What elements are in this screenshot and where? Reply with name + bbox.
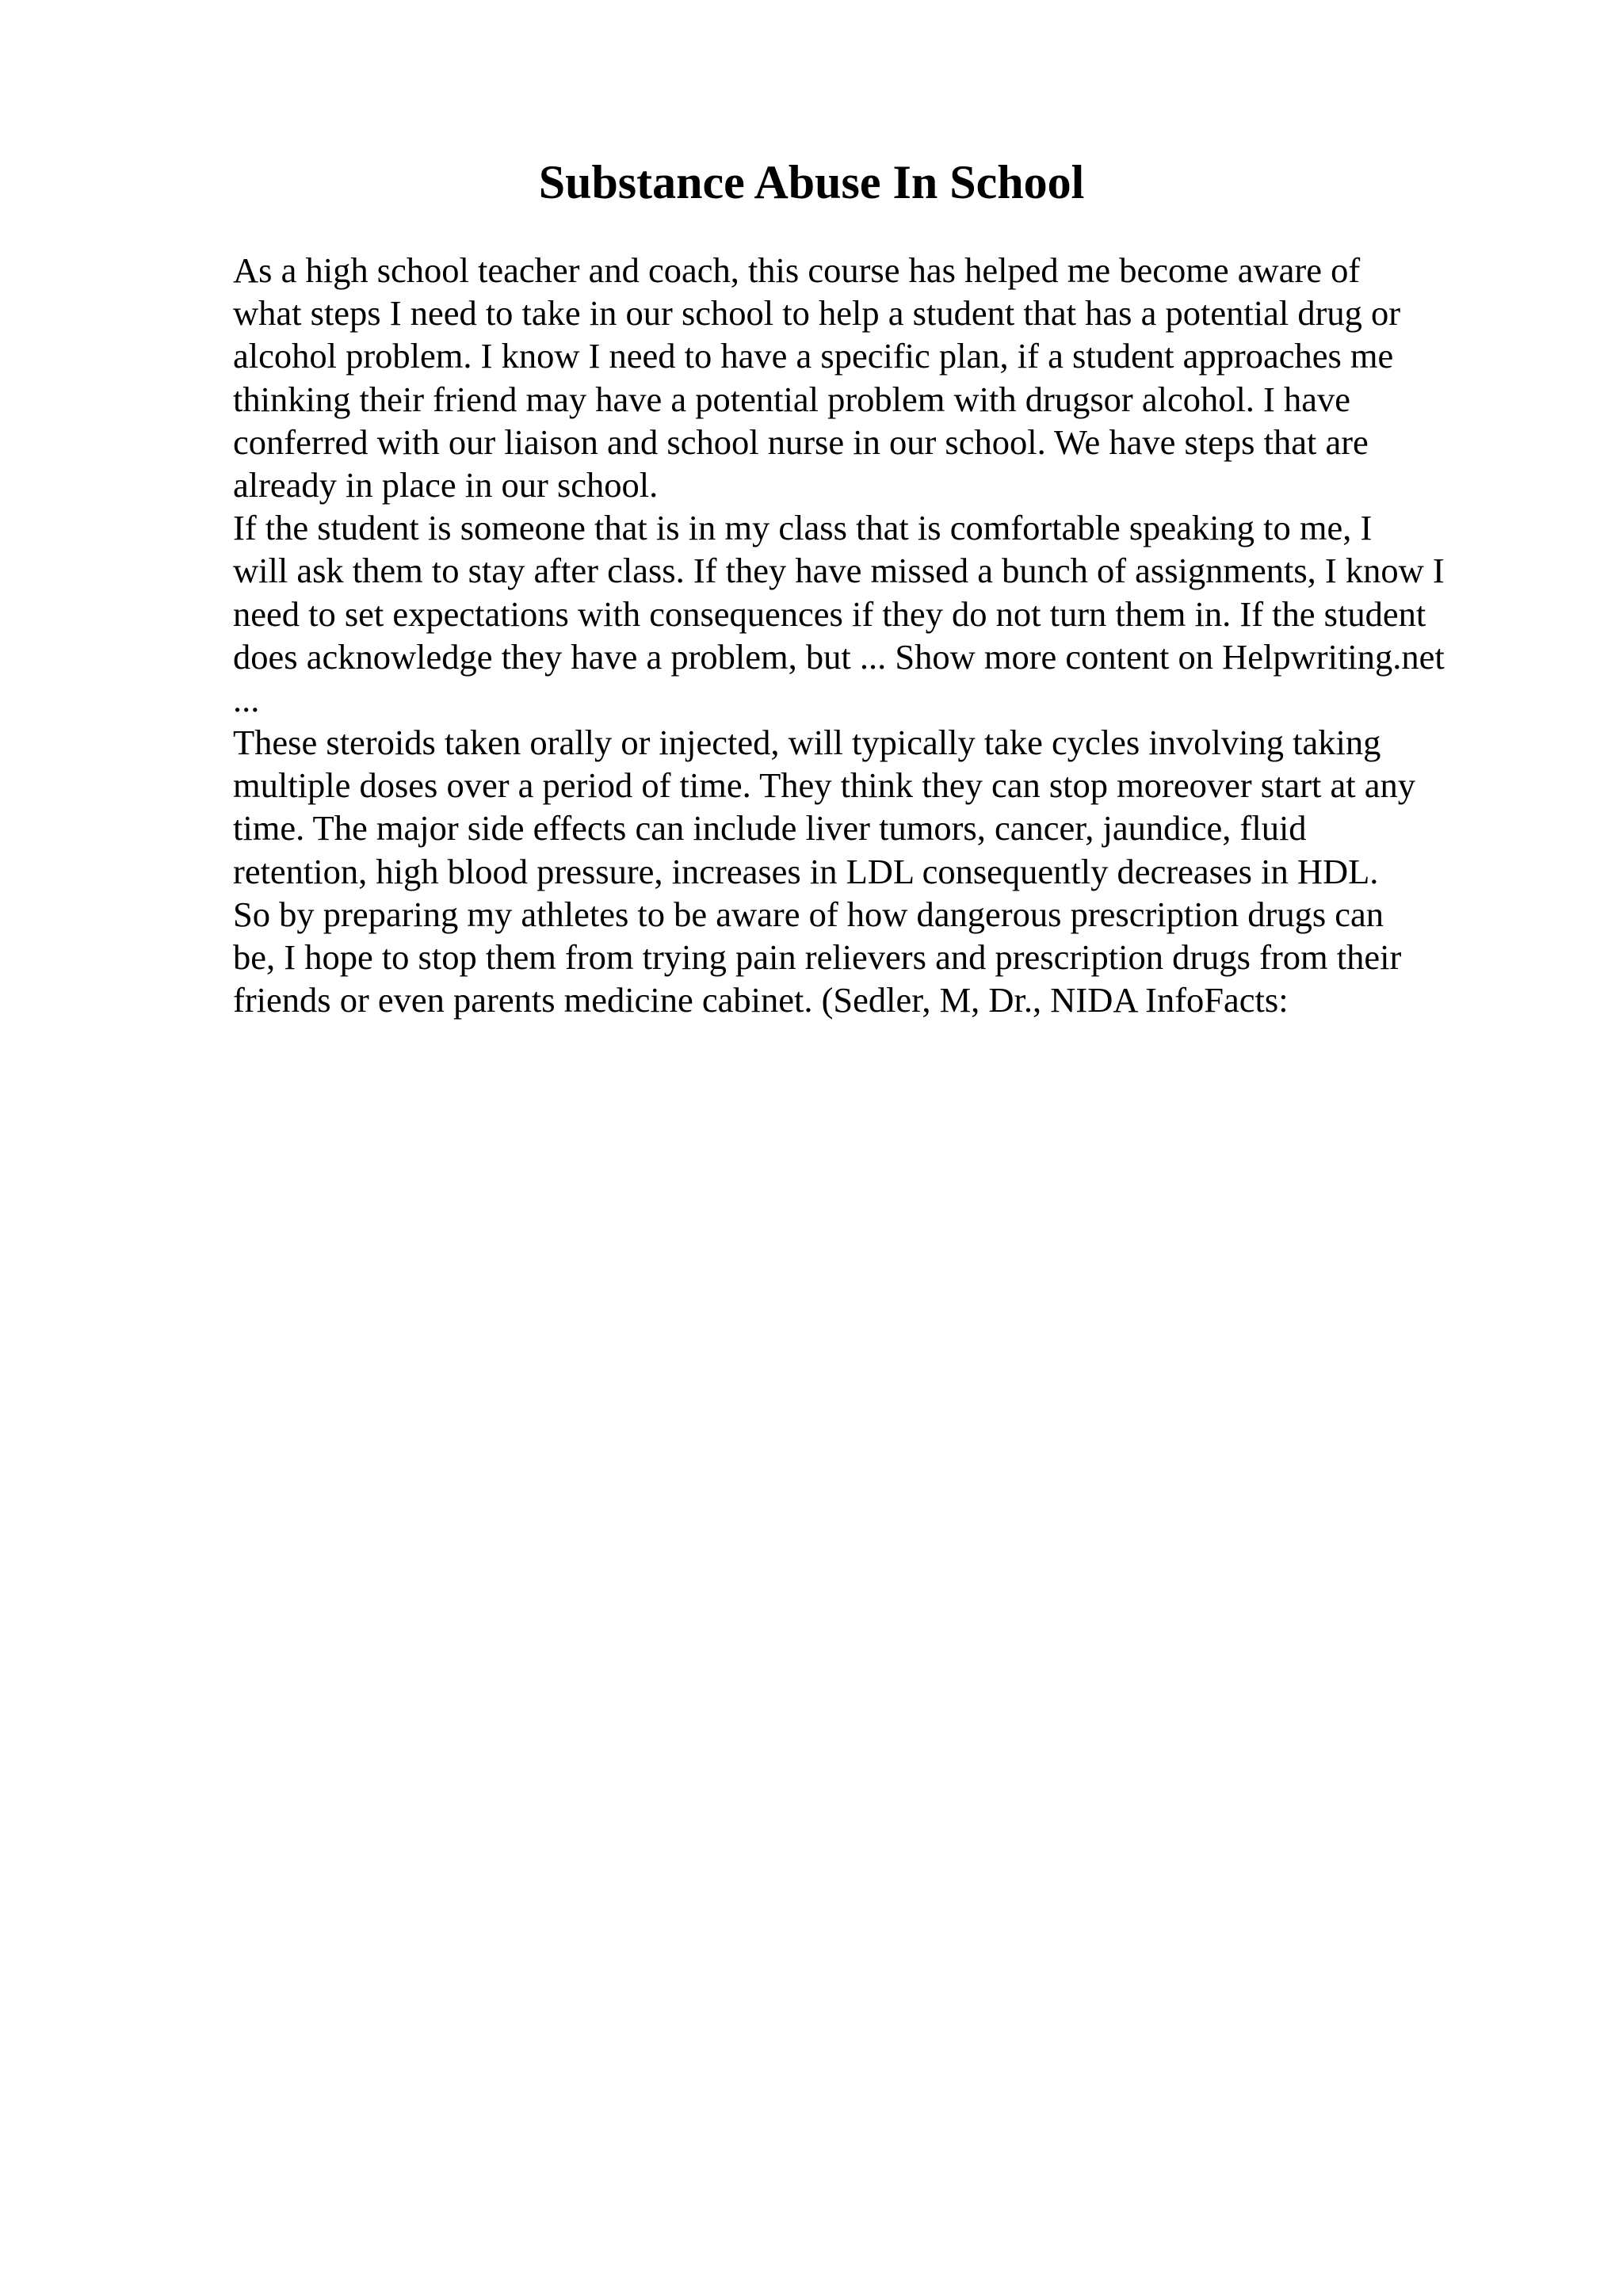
body-line: time. The major side effects can include liver tumors, cancer, jaundice, fluid xyxy=(233,808,1307,849)
body-line: will ask them to stay after class. If they have missed a bunch of assignments, I know I xyxy=(233,551,1445,591)
body-line: ... xyxy=(233,679,260,719)
body-line: need to set expectations with consequences if they do not turn them in. If the student xyxy=(233,593,1426,634)
body-line: These steroids taken orally or injected, will typically take cycles involving taking xyxy=(233,723,1381,763)
body-line: does acknowledge they have a problem, but ... Show more content on Helpwriting.net xyxy=(233,636,1445,677)
document-body xyxy=(233,249,1580,1021)
body-line: If the student is someone that is in my class that is comfortable speaking to me, I xyxy=(233,508,1373,548)
body-line: multiple doses over a period of time. They think they can stop moreover start at any xyxy=(233,765,1416,806)
body-line: conferred with our liaison and school nurse in our school. We have steps that are xyxy=(233,421,1369,462)
document-title: Substance Abuse In School xyxy=(538,156,1085,208)
body-line: be, I hope to stop them from trying pain relievers and prescription drugs from their xyxy=(233,937,1402,977)
body-line: So by preparing my athletes to be aware of how dangerous prescription drugs can xyxy=(233,894,1384,934)
body-line: friends or even parents medicine cabinet. (Sedler, M, Dr., NIDA InfoFacts: xyxy=(233,980,1289,1020)
body-line: retention, high blood pressure, increases in LDL consequently decreases in HDL. xyxy=(233,851,1379,891)
body-line: thinking their friend may have a potential problem with drugsor alcohol. I have xyxy=(233,379,1351,419)
body-line: what steps I need to take in our school to help a student that has a potential drug or xyxy=(233,293,1401,334)
body-line: alcohol problem. I know I need to have a specific plan, if a student approaches me xyxy=(233,336,1394,376)
body-line: As a high school teacher and coach, this course has helped me become aware of xyxy=(233,250,1361,290)
body-line: already in place in our school. xyxy=(233,464,659,505)
